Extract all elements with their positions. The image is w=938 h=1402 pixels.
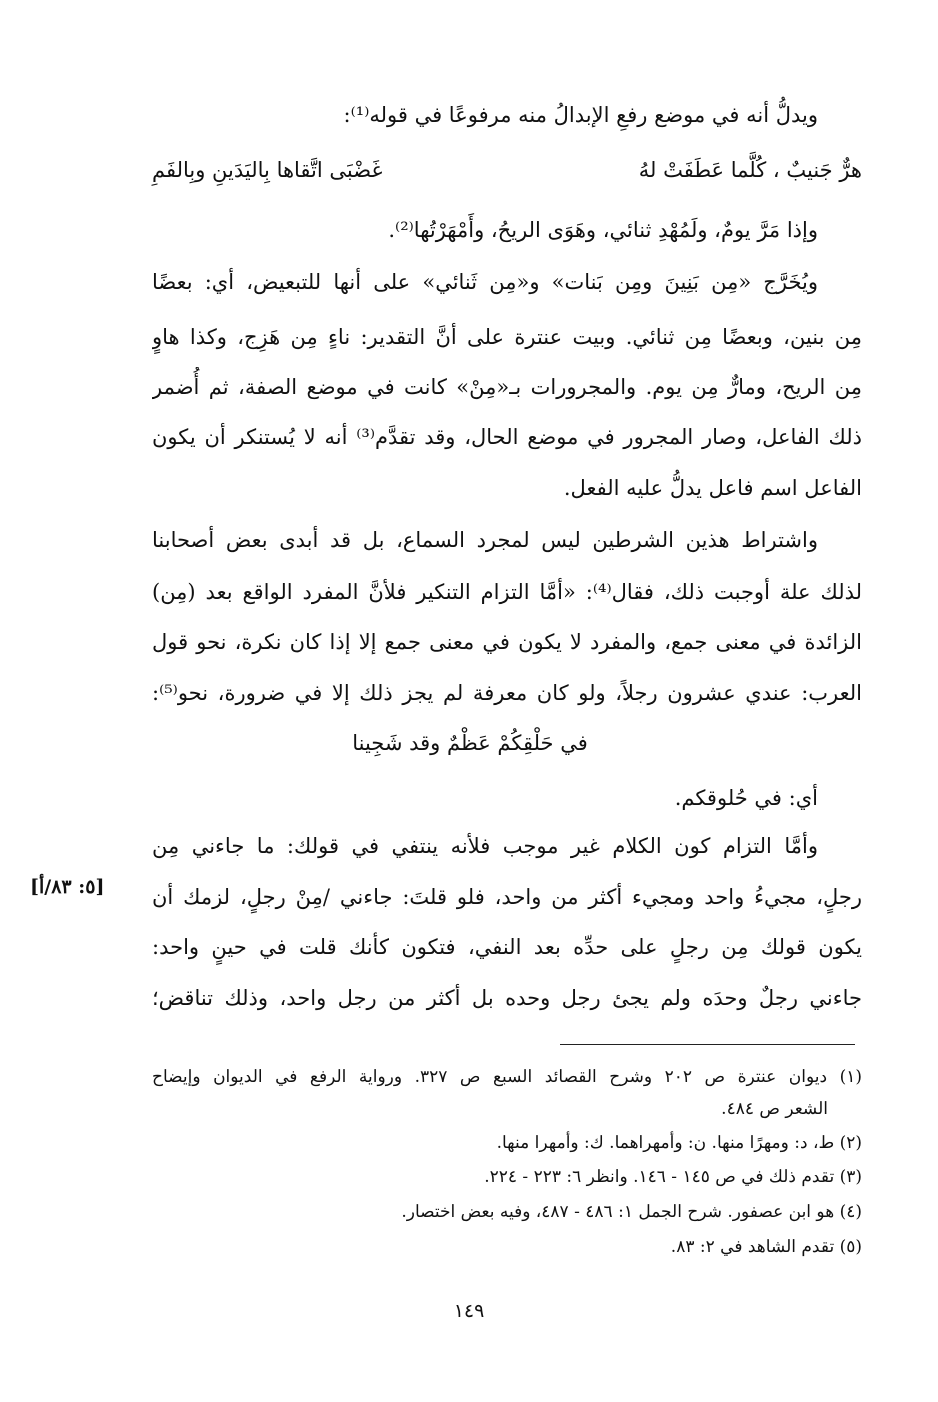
text-line: العرب: عندي عشرون رجلاً، ولو كان معرفة لم يجز ذلك إلا في ضرورة، نحو⁽⁵⁾:: [152, 681, 862, 705]
footnote-continuation: الشعر ص ٤٨٤.: [721, 1099, 828, 1119]
text-line: ويُخَرَّج «مِن بَنِينَ ومِن بَنات» و«مِن ثَنائي» على أنها للتبعيض، أي: بعضًا: [152, 270, 818, 294]
text-line: الفاعل اسم فاعل يدلُّ عليه الفعل.: [563, 476, 862, 500]
page-number: ١٤٩: [453, 1300, 485, 1322]
text-line: واشتراط هذين الشرطين ليس لمجرد السماع، بل قد أبدى بعض أصحابنا: [152, 528, 818, 552]
text-line: وأمَّا التزام كون الكلام غير موجب فلأنه ينتفي في قولك: ما جاءني مِن: [152, 834, 818, 858]
footnote: (٤) هو ابن عصفور. شرح الجمل ١: ٤٨٦ - ٤٨٧، وفيه بعض اختصار.: [401, 1202, 862, 1222]
text-line: وإذا مَرَّ يومٌ، ولَمُهْدِ ثنائي، وهَوَى الريحُ، وأَمْهَرْتُها⁽²⁾.: [388, 218, 818, 242]
verse-hemistich-1: هرٌّ جَنيبٌ ، كُلَّما عَطَفَتْ لهُ: [638, 158, 862, 182]
text-line: ذلك الفاعل، وصار المجرور في موضع الحال، وقد تقدَّم⁽³⁾ أنه لا يُستنكر أن يكون: [152, 425, 862, 449]
text-line: الزائدة في معنى جمع، والمفرد لا يكون في معنى جمع إلا إذا كان نكرة، نحو قول: [152, 630, 862, 654]
margin-manuscript-reference: [٥: ٨٣/أ]: [30, 876, 105, 898]
text-line: أي: في حُلوقكم.: [674, 786, 818, 810]
verse-line: [152, 150, 862, 190]
verse-line: في حَلْقِكُمْ عَظْمٌ وقد شَجِينا: [352, 731, 588, 755]
footnote-separator: [560, 1044, 855, 1045]
footnote: (١) ديوان عنترة ص ٢٠٢ وشرح القصائد السبع ص ٣٢٧. ورواية الرفع في الديوان وإيضاح: [152, 1067, 862, 1087]
footnote: (٣) تقدم ذلك في ص ١٤٥ - ١٤٦. وانظر ٦: ٢٢٣ - ٢٢٤.: [484, 1167, 862, 1187]
text-line: مِن الريح، ومارٌّ مِن يوم. والمجرورات بـ«مِنْ» كانت في موضع الصفة، ثم أُضمر: [152, 375, 862, 399]
footnote: (٥) تقدم الشاهد في ٢: ٨٣.: [670, 1237, 862, 1257]
footnote: (٢) ط، د: ومهرًا منها. ن: وأمهراهما. ك: وأمهرا منها.: [496, 1133, 862, 1153]
verse-hemistich-2: غَضْبَى اتَّقاها بِاليَدَينِ وبِالفَمِ: [152, 158, 383, 182]
text-line: يكون قولك مِن رجلٍ على حدِّه بعد النفي، فتكون كأنك قلت في حينٍ واحد:: [152, 935, 862, 959]
text-line: ويدلُّ أنه في موضع رفعِ الإبدالُ منه مرفوعًا في قوله⁽¹⁾:: [343, 103, 818, 127]
text-line: مِن بنين، وبعضًا مِن ثنائي. وبيت عنترة على أنَّ التقدير: ناءٍ مِن هَزِج، وكذا هاوٍ: [152, 325, 862, 349]
text-line: لذلك علة أوجبت ذلك، فقال⁽⁴⁾: «أمَّا التزام التنكير فلأنَّ المفرد الواقع بعد (مِن): [152, 580, 862, 604]
text-line: رجلٍ، مجيءُ واحد ومجيء أكثر من واحد، فلو قلتَ: جاءني /مِنْ رجلٍ، لزمك أن: [152, 885, 862, 909]
text-line: جاءني رجلٌ وحدَه ولم يجئ رجل وحده بل أكثر من رجل واحد، وذلك تناقض؛: [152, 986, 862, 1010]
